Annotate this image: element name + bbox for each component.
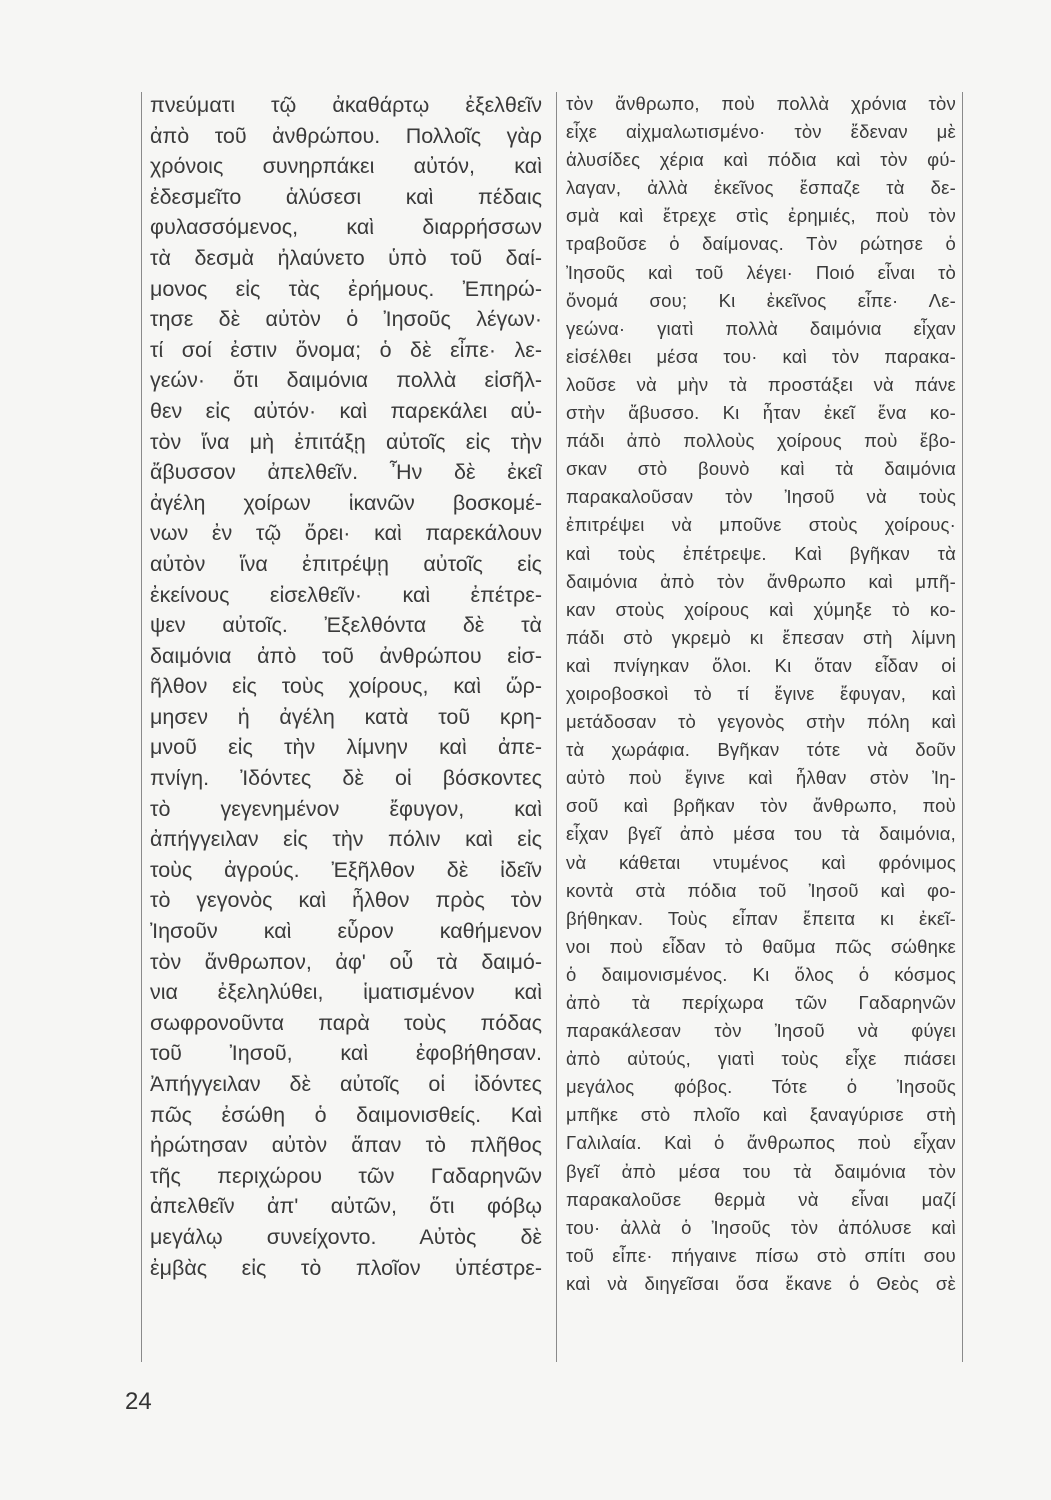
text-line: πῶς ἐσώθη ὁ δαιμονισθείς. Καὶ: [150, 1102, 542, 1127]
text-line: παρακαλοῦσε θερμὰ νὰ εἶναι μαζί: [566, 1188, 956, 1210]
text-line: καν στοὺς χοίρους καὶ χύμηξε τὸ κο-: [566, 598, 956, 620]
text-line: ὄνομά σου; Κι ἐκεῖνος εἶπε· Λε-: [566, 289, 956, 311]
text-line: ὁ δαιμονισμένος. Κι ὅλος ὁ κόσμος: [566, 963, 956, 985]
text-line: τί σοί ἐστιν ὄνομα; ὁ δὲ εἶπε· λε-: [150, 337, 542, 362]
text-line: τοῦ Ἰησοῦ, καὶ ἐφοβήθησαν.: [150, 1041, 542, 1066]
text-line: πνεύματι τῷ ἀκαθάρτῳ ἐξελθεῖν: [150, 93, 542, 117]
left-margin-rule: [141, 92, 142, 1362]
text-line: μεγάλος φόβος. Τότε ὁ Ἰησοῦς: [566, 1076, 956, 1098]
text-line: φυλασσόμενος, καὶ διαρρήσσων: [150, 215, 542, 240]
text-line: μνοῦ εἰς τὴν λίμνην καὶ ἀπε-: [150, 735, 542, 760]
text-line: Ἰησοῦν καὶ εὗρον καθήμενον: [150, 919, 542, 944]
text-line: ἀπελθεῖν ἀπ' αὐτῶν, ὅτι φόβῳ: [150, 1194, 542, 1219]
text-line: παρακαλοῦσαν τὸν Ἰησοῦ νὰ τοὺς: [566, 486, 956, 508]
text-line: μονος εἰς τὰς ἐρήμους. Ἐπηρώ-: [150, 276, 542, 301]
text-line: ἐκείνους εἰσελθεῖν· καὶ ἐπέτρε-: [150, 582, 542, 607]
text-line: ἐπιτρέψει νὰ μποῦνε στοὺς χοίρους·: [566, 514, 956, 536]
text-line: σωφρονοῦντα παρὰ τοὺς πόδας: [150, 1010, 542, 1035]
text-line: τὸν ἄνθρωπο, ποὺ πολλὰ χρόνια τὸν: [566, 93, 956, 114]
text-line: Γαλιλαία. Καὶ ὁ ἄνθρωπος ποὺ εἶχαν: [566, 1132, 956, 1154]
text-line: τοῦ εἶπε· πήγαινε πίσω στὸ σπίτι σου: [566, 1244, 956, 1266]
text-line: δαιμόνια ἀπὸ τοῦ ἀνθρώπου εἰσ-: [150, 643, 542, 668]
text-line: τὰ χωράφια. Βγῆκαν τότε νὰ δοῦν: [566, 739, 956, 761]
text-line: εἶχαν βγεῖ ἀπὸ μέσα του τὰ δαιμόνια,: [566, 823, 956, 845]
text-line: ἐδεσμεῖτο ἁλύσεσι καὶ πέδαις: [150, 184, 542, 209]
text-line: πάδι ἀπὸ πολλοὺς χοίρους ποὺ ἔβο-: [566, 430, 956, 452]
text-line: λαγαν, ἀλλὰ ἐκεῖνος ἔσπαζε τὰ δε-: [566, 177, 956, 199]
text-line: καὶ τοὺς ἐπέτρεψε. Καὶ βγῆκαν τὰ: [566, 542, 956, 564]
text-line: γεών· ὅτι δαιμόνια πολλὰ εἰσῆλ-: [150, 368, 542, 393]
text-line: ἐμβὰς εἰς τὸ πλοῖον ὑπέστρε-: [150, 1255, 542, 1280]
text-line: σκαν στὸ βουνὸ καὶ τὰ δαιμόνια: [566, 458, 956, 480]
text-line: πάδι στὸ γκρεμὸ κι ἔπεσαν στὴ λίμνη: [566, 626, 956, 648]
text-line: τῆς περιχώρου τῶν Γαδαρηνῶν: [150, 1163, 542, 1188]
text-line: τὸν ἄνθρωπον, ἀφ' οὗ τὰ δαιμό-: [150, 949, 542, 974]
text-line: παρακάλεσαν τὸν Ἰησοῦ νὰ φύγει: [566, 1020, 956, 1042]
text-line: ἀπὸ τοῦ ἀνθρώπου. Πολλοῖς γὰρ: [150, 123, 542, 148]
right-margin-rule: [962, 92, 963, 1362]
text-line: ἀπήγγειλαν εἰς τὴν πόλιν καὶ εἰς: [150, 827, 542, 852]
text-line: εἰσέλθει μέσα του· καὶ τὸν παρακα-: [566, 345, 956, 367]
text-line: ψεν αὐτοῖς. Ἐξελθόντα δὲ τὰ: [150, 613, 542, 638]
text-line: τὰ δεσμὰ ἠλαύνετο ὑπὸ τοῦ δαί-: [150, 245, 542, 270]
text-line: μησεν ἡ ἀγέλη κατὰ τοῦ κρη-: [150, 704, 542, 729]
text-line: ῆλθον εἰς τοὺς χοίρους, καὶ ὥρ-: [150, 674, 542, 699]
text-line: ἠρώτησαν αὐτὸν ἅπαν τὸ πλῆθος: [150, 1133, 542, 1158]
text-line: μετάδοσαν τὸ γεγονὸς στὴν πόλη καὶ: [566, 711, 956, 733]
text-line: ἄβυσσον ἀπελθεῖν. Ἦν δὲ ἐκεῖ: [150, 460, 542, 485]
text-line: αὐτὸ ποὺ ἔγινε καὶ ἦλθαν στὸν Ἰη-: [566, 767, 956, 789]
text-line: ἁλυσίδες χέρια καὶ πόδια καὶ τὸν φύ-: [566, 149, 956, 171]
text-line: πνίγη. Ἰδόντες δὲ οἱ βόσκοντες: [150, 766, 542, 791]
text-line: τραβοῦσε ὁ δαίμονας. Τὸν ρώτησε ὁ: [566, 233, 956, 255]
text-line: τοὺς ἀγρούς. Ἐξῆλθον δὲ ἰδεῖν: [150, 857, 542, 882]
text-line: βγεῖ ἀπὸ μέσα του τὰ δαιμόνια τὸν: [566, 1160, 956, 1182]
text-line: καὶ νὰ διηγεῖσαι ὅσα ἔκανε ὁ Θεὸς σὲ: [566, 1272, 956, 1294]
modern-greek-column: [566, 90, 956, 1298]
text-line: Ἰησοῦς καὶ τοῦ λέγει· Ποιό εἶναι τὸ: [566, 261, 956, 283]
text-line: λοῦσε νὰ μὴν τὰ προστάξει νὰ πάνε: [566, 373, 956, 395]
text-line: μπῆκε στὸ πλοῖο καὶ ξαναγύρισε στὴ: [566, 1104, 956, 1126]
text-line: μεγάλῳ συνείχοντο. Αὐτὸς δὲ: [150, 1224, 542, 1249]
text-line: εἶχε αἰχμαλωτισμένο· τὸν ἔδεναν μὲ: [566, 121, 956, 143]
column-divider-rule: [556, 92, 557, 1362]
text-line: αὐτὸν ἵνα ἐπιτρέψῃ αὐτοῖς εἰς: [150, 551, 542, 576]
text-line: γεώνα· γιατὶ πολλὰ δαιμόνια εἶχαν: [566, 317, 956, 339]
text-line: δαιμόνια ἀπὸ τὸν ἄνθρωπο καὶ μπῆ-: [566, 570, 956, 592]
text-line: τησε δὲ αὐτὸν ὁ Ἰησοῦς λέγων·: [150, 307, 542, 332]
text-line: ἀπὸ τὰ περίχωρα τῶν Γαδαρηνῶν: [566, 992, 956, 1013]
text-line: τὸ γεγενημένον ἔφυγον, καὶ: [150, 796, 542, 821]
text-line: νων ἐν τῷ ὄρει· καὶ παρεκάλουν: [150, 521, 542, 546]
text-line: στὴν ἄβυσσο. Κι ἦταν ἐκεῖ ἕνα κο-: [566, 402, 956, 424]
text-line: ἀγέλη χοίρων ἱκανῶν βοσκομέ-: [150, 490, 542, 515]
text-line: σμὰ καὶ ἔτρεχε στὶς ἐρημιές, ποὺ τὸν: [566, 205, 956, 227]
text-line: καὶ πνίγηκαν ὅλοι. Κι ὅταν εἶδαν οἱ: [566, 654, 956, 676]
text-line: βήθηκαν. Τοὺς εἶπαν ἔπειτα κι ἐκεῖ-: [566, 907, 956, 929]
page-number: 24: [125, 1388, 152, 1415]
text-line: τὸ γεγονὸς καὶ ἦλθον πρὸς τὸν: [150, 888, 542, 913]
text-line: χρόνοις συνηρπάκει αὐτόν, καὶ: [150, 154, 542, 179]
text-line: ἀπὸ αὐτούς, γιατὶ τοὺς εἶχε πιάσει: [566, 1048, 956, 1070]
text-line: νια ἐξεληλύθει, ἱματισμένον καὶ: [150, 980, 542, 1005]
text-line: του· ἀλλὰ ὁ Ἰησοῦς τὸν ἀπόλυσε καὶ: [566, 1216, 956, 1238]
text-line: νὰ κάθεται ντυμένος καὶ φρόνιμος: [566, 851, 956, 873]
text-line: τὸν ἵνα μὴ ἐπιτάξῃ αὐτοῖς εἰς τὴν: [150, 429, 542, 454]
ancient-greek-column: [150, 90, 542, 1283]
text-line: θεν εἰς αὐτόν· καὶ παρεκάλει αὐ-: [150, 398, 542, 423]
text-line: Ἀπήγγειλαν δὲ αὐτοῖς οἱ ἰδόντες: [150, 1072, 542, 1096]
text-line: νοι ποὺ εἶδαν τὸ θαῦμα πῶς σώθηκε: [566, 935, 956, 957]
text-line: σοῦ καὶ βρῆκαν τὸν ἄνθρωπο, ποὺ: [566, 795, 956, 817]
text-line: κοντὰ στὰ πόδια τοῦ Ἰησοῦ καὶ φο-: [566, 879, 956, 901]
text-line: χοιροβοσκοὶ τὸ τί ἔγινε ἔφυγαν, καὶ: [566, 682, 956, 704]
